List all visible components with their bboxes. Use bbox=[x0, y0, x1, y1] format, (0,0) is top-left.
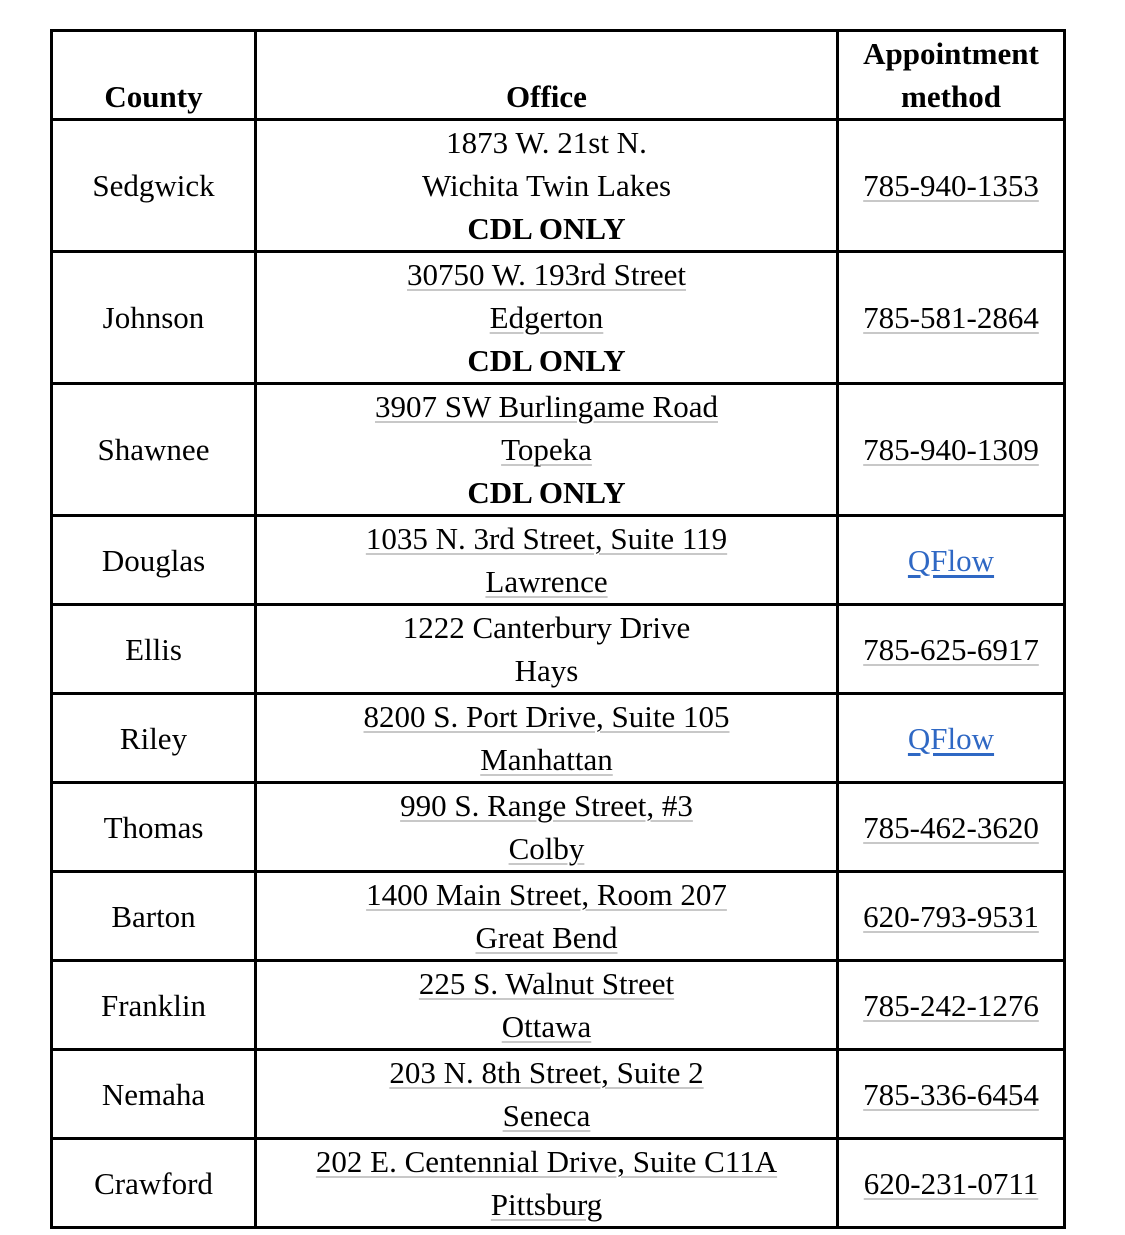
county-cell: Barton bbox=[52, 872, 256, 961]
table-row bbox=[52, 252, 1065, 384]
header-appointment-method bbox=[838, 31, 1065, 120]
office-city-link[interactable]: Ottawa bbox=[501, 1009, 592, 1044]
table-row bbox=[52, 872, 1065, 961]
office-address-link[interactable]: 202 E. Centennial Drive, Suite C11A bbox=[315, 1144, 778, 1179]
table-row bbox=[52, 120, 1065, 252]
office-cell bbox=[256, 872, 838, 961]
office-address-link[interactable]: 1035 N. 3rd Street, Suite 119 bbox=[365, 521, 728, 556]
header-appointment-line2: method bbox=[901, 79, 1001, 114]
appointment-cell bbox=[838, 384, 1065, 516]
county-cell: Nemaha bbox=[52, 1050, 256, 1139]
office-city-link[interactable]: Seneca bbox=[502, 1098, 591, 1133]
phone-link[interactable]: 620-793-9531 bbox=[863, 898, 1039, 934]
office-city-link[interactable]: Topeka bbox=[501, 432, 592, 467]
table-row bbox=[52, 1139, 1065, 1228]
office-city-link[interactable]: Lawrence bbox=[485, 564, 608, 599]
appointment-cell bbox=[838, 783, 1065, 872]
offices-table bbox=[50, 29, 1066, 1229]
phone-link[interactable]: 785-940-1353 bbox=[863, 168, 1039, 203]
county-cell: Douglas bbox=[52, 516, 256, 605]
office-address-link[interactable]: 990 S. Range Street, #3 bbox=[400, 788, 693, 823]
county-cell: Thomas bbox=[52, 783, 256, 872]
header-appointment-line1: Appointment bbox=[863, 36, 1039, 71]
office-city-link[interactable]: Manhattan bbox=[480, 742, 613, 777]
office-cell bbox=[256, 694, 838, 783]
header-office: Office bbox=[256, 31, 838, 120]
office-address-link[interactable]: 8200 S. Port Drive, Suite 105 bbox=[363, 699, 730, 734]
county-cell: Crawford bbox=[52, 1139, 256, 1228]
office-address-link[interactable]: 30750 W. 193rd Street bbox=[407, 257, 686, 292]
appointment-cell bbox=[838, 872, 1065, 961]
county-cell: Riley bbox=[52, 694, 256, 783]
appointment-cell bbox=[838, 961, 1065, 1050]
office-cell bbox=[256, 605, 838, 694]
county-cell: Ellis bbox=[52, 605, 256, 694]
county-cell: Johnson bbox=[52, 252, 256, 384]
office-address: 1873 W. 21st N. bbox=[446, 125, 647, 160]
qflow-link[interactable]: QFlow bbox=[907, 720, 995, 756]
appointment-cell bbox=[838, 516, 1065, 605]
cdl-only-note: CDL ONLY bbox=[467, 343, 626, 378]
appointment-cell bbox=[838, 120, 1065, 252]
county-cell: Franklin bbox=[52, 961, 256, 1050]
cdl-only-note: CDL ONLY bbox=[467, 475, 626, 510]
office-address: 1222 Canterbury Drive bbox=[402, 610, 691, 645]
office-cell bbox=[256, 1050, 838, 1139]
header-county: County bbox=[52, 31, 256, 120]
phone-link[interactable]: 785-940-1309 bbox=[863, 432, 1039, 467]
office-cell bbox=[256, 961, 838, 1050]
office-city-link[interactable]: Colby bbox=[508, 831, 585, 866]
office-city-link[interactable]: Great Bend bbox=[475, 920, 618, 955]
header-row bbox=[52, 31, 1065, 120]
office-cell bbox=[256, 384, 838, 516]
table-row bbox=[52, 694, 1065, 783]
table-row bbox=[52, 605, 1065, 694]
table-row bbox=[52, 516, 1065, 605]
appointment-cell bbox=[838, 605, 1065, 694]
office-city: Hays bbox=[514, 653, 579, 688]
qflow-link[interactable]: QFlow bbox=[907, 542, 995, 578]
office-cell bbox=[256, 252, 838, 384]
appointment-cell bbox=[838, 1139, 1065, 1228]
table-row bbox=[52, 1050, 1065, 1139]
appointment-cell bbox=[838, 1050, 1065, 1139]
county-cell: Sedgwick bbox=[52, 120, 256, 252]
office-city-link[interactable]: Pittsburg bbox=[490, 1187, 603, 1222]
appointment-cell bbox=[838, 252, 1065, 384]
table-row bbox=[52, 384, 1065, 516]
table-row bbox=[52, 783, 1065, 872]
phone-link[interactable]: 785-242-1276 bbox=[863, 987, 1039, 1023]
phone-link[interactable]: 620-231-0711 bbox=[863, 1165, 1039, 1201]
office-address-link[interactable]: 225 S. Walnut Street bbox=[418, 966, 675, 1001]
office-cell bbox=[256, 516, 838, 605]
office-city: Wichita Twin Lakes bbox=[421, 168, 672, 203]
office-cell bbox=[256, 783, 838, 872]
phone-link[interactable]: 785-625-6917 bbox=[863, 631, 1039, 667]
table-row bbox=[52, 961, 1065, 1050]
appointment-cell bbox=[838, 694, 1065, 783]
county-cell: Shawnee bbox=[52, 384, 256, 516]
office-address-link[interactable]: 1400 Main Street, Room 207 bbox=[366, 877, 727, 912]
office-address-link[interactable]: 3907 SW Burlingame Road bbox=[375, 389, 718, 424]
cdl-only-note: CDL ONLY bbox=[467, 211, 626, 246]
office-city-link[interactable]: Edgerton bbox=[489, 300, 604, 335]
office-address-link[interactable]: 203 N. 8th Street, Suite 2 bbox=[389, 1055, 704, 1090]
office-cell bbox=[256, 120, 838, 252]
phone-link[interactable]: 785-581-2864 bbox=[863, 300, 1039, 335]
phone-link[interactable]: 785-336-6454 bbox=[863, 1076, 1039, 1112]
office-cell bbox=[256, 1139, 838, 1228]
phone-link[interactable]: 785-462-3620 bbox=[863, 809, 1039, 845]
